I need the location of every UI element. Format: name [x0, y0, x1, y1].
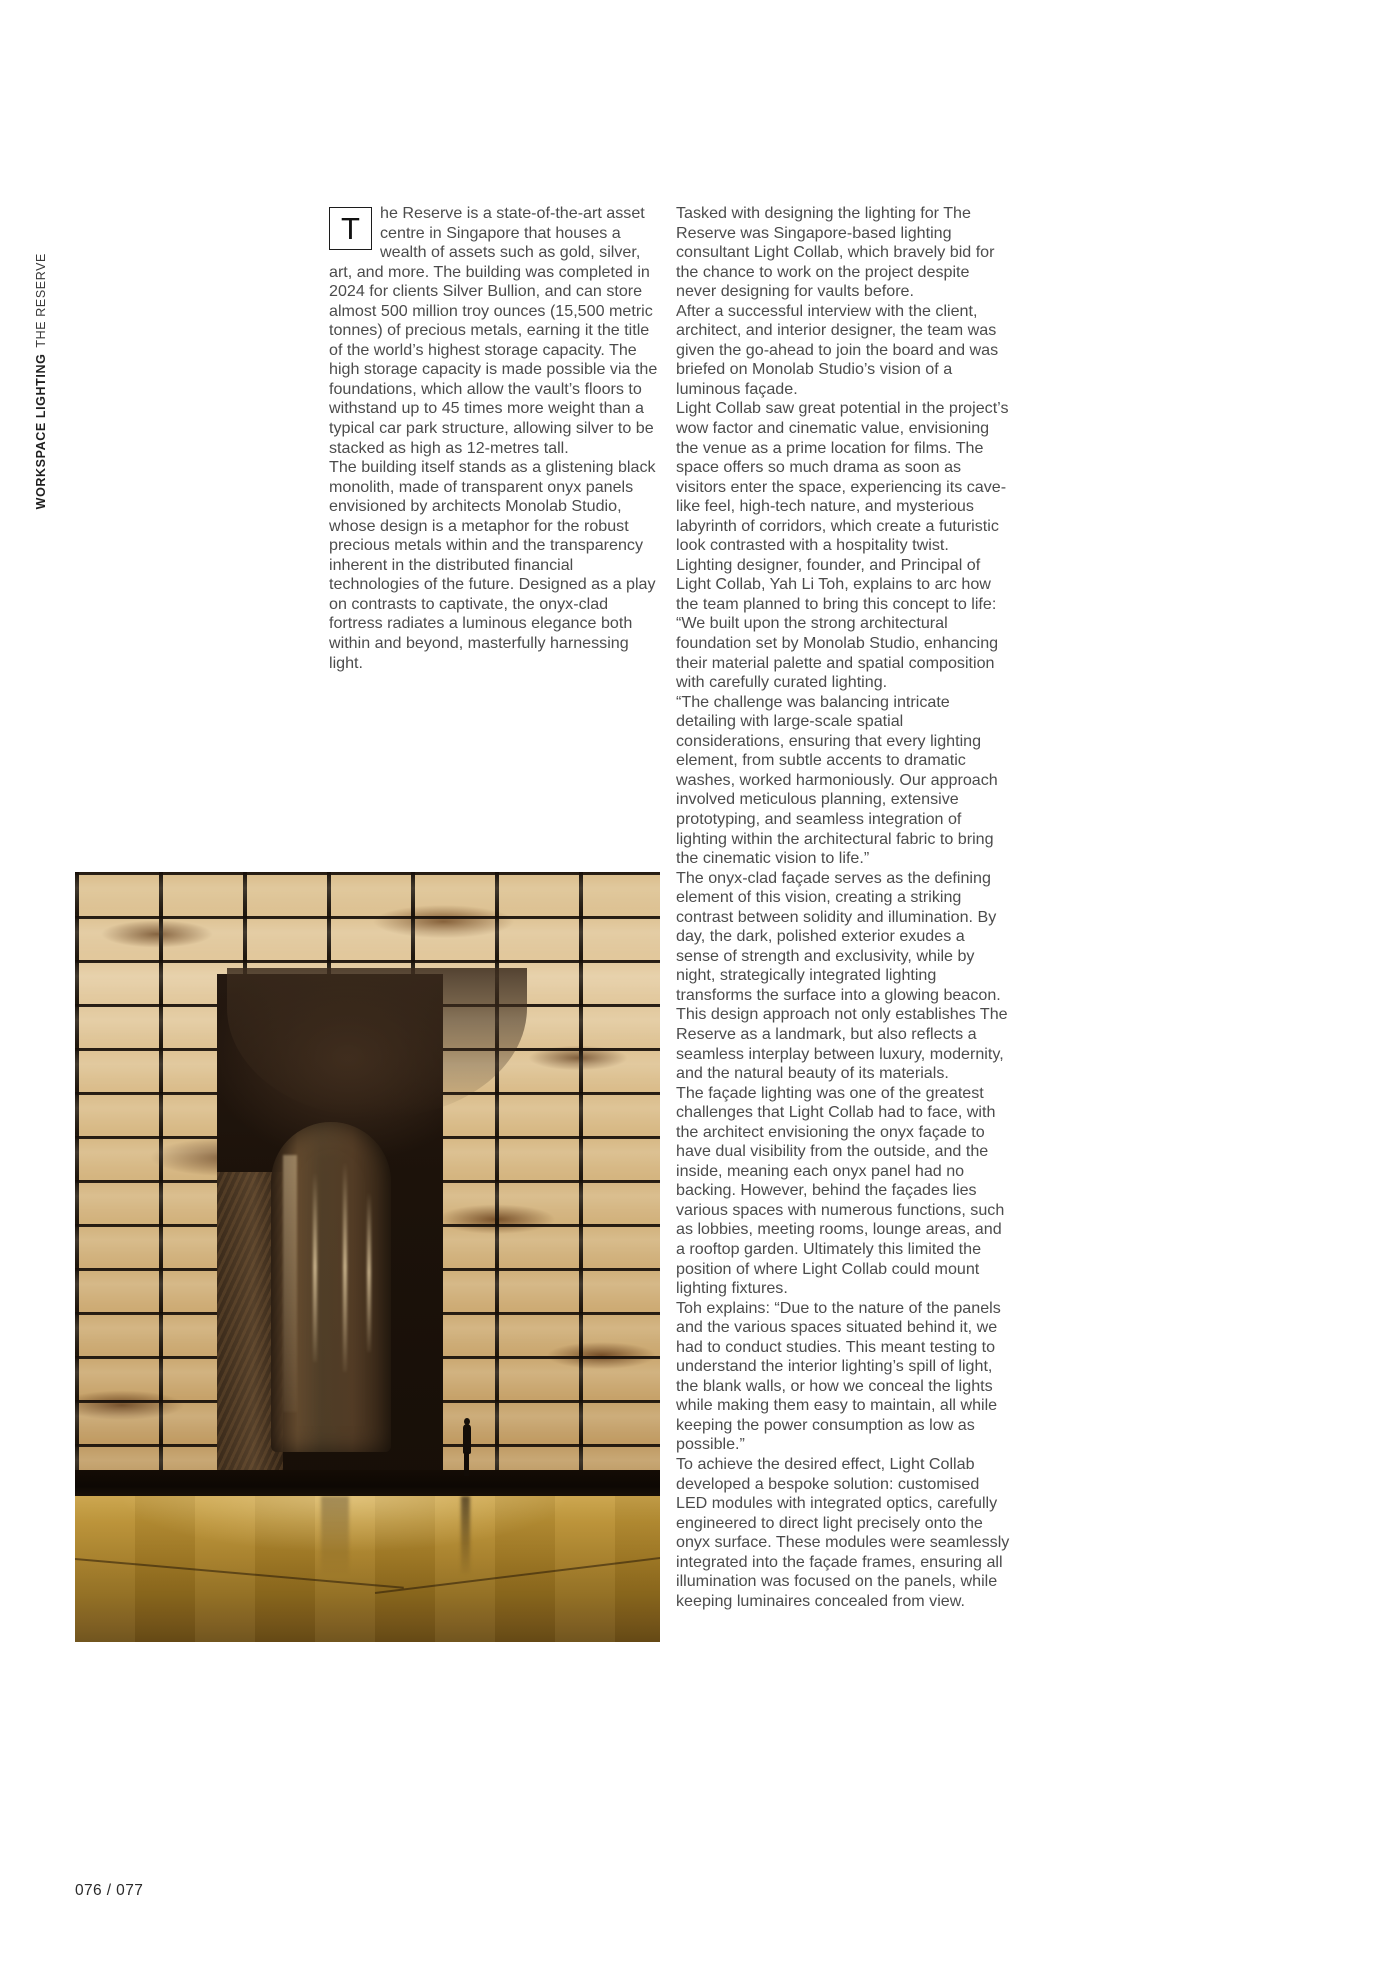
figure-torso [463, 1424, 471, 1454]
facade-photograph [75, 872, 660, 1642]
paragraph-right-9: To achieve the desired effect, Light Collab developed a bespoke solution: customised LED modules with integrated optics, carefully engineered to direct light precisely onto the onyx surface. These modules were seamlessly integrated into the façade frames, ensuring all illumination was focused on the panels, while keeping luminaires concealed from view. [676, 1455, 1010, 1610]
running-head [30, 253, 52, 573]
paragraph-right-7: The façade lighting was one of the greatest challenges that Light Collab had to face, with the architect envisioning the onyx façade to have dual visibility from the outside, and the inside, meaning each onyx panel had no backing. However, behind the façades lies various spaces with numerous functions, such as lobbies, meeting rooms, lounge areas, and a rooftop garden. Ultimately this limited the position of where Light Collab could mount lighting fixtures. [676, 1083, 1005, 1298]
paragraph-left-1-text: he Reserve is a state-of-the-art asset centre in Singapore that houses a wealth of assets such as gold, silver, art, and more. The building was completed in 2024 for clients Silver Bullion, and can store almost 500 million troy ounces (15,500 metric tonnes) of precious metals, earning it the title of the world’s highest storage capacity. The high storage capacity is made possible via the foundations, which allow the vault’s floors to withstand up to 45 times more weight than a typical car park structure, allowing silver to be stacked as high as 12-metres tall. [329, 204, 658, 457]
interior-light-streak [343, 1162, 347, 1372]
paragraph-right-4: Lighting designer, founder, and Principal of Light Collab, Yah Li Toh, explains to arc how the team planned to bring this concept to life: “We built upon the strong architectural foundation set by Monolab Studio, enhancing their material palette and spatial composition with carefully curated lighting. [676, 555, 999, 692]
reflective-floor [75, 1496, 660, 1642]
photograph-content [75, 872, 660, 1642]
body-column-left [329, 204, 663, 673]
paragraph-right-1: Tasked with designing the lighting for The Reserve was Singapore-based lighting consultant Light Collab, which bravely bid for the chance to work on the project despite never designing for vaults before. [676, 204, 995, 301]
paragraph-left-1 [329, 204, 663, 458]
cylinder-reflection [321, 1496, 349, 1574]
figure-reflection [461, 1496, 470, 1574]
paragraph-left-2: The building itself stands as a glistening black monolith, made of transparent onyx panels envisioned by architects Monolab Studio, whose design is a metaphor for the robust precious metals within and the transparency inherent in the distributed financial technologies of the future. Designed as a play on contrasts to captivate, the onyx-clad fortress radiates a luminous elegance both within and beyond, masterfully harnessing light. [329, 458, 656, 672]
drop-cap: T [329, 207, 372, 250]
paragraph-right-8: Toh explains: “Due to the nature of the panels and the various spaces situated behind it, we had to conduct studies. This meant testing to understand the interior lighting’s spill of light, the blank walls, or how we conceal the lights while making them easy to maintain, all while keeping the power consumption as low as possible.” [676, 1298, 1001, 1454]
glass-cylinder-core [271, 1122, 391, 1452]
running-head-title: THE RESERVE [34, 253, 48, 348]
interior-light-streak [313, 1172, 317, 1362]
paragraph-right-3: Light Collab saw great potential in the project’s wow factor and cinematic value, envisioning the venue as a prime location for films. The space offers so much drama as soon as visitors enter the space, experiencing its cave-like feel, high-tech nature, and mysterious labyrinth of corridors, which create a futuristic look contrasted with a hospitality twist. [676, 399, 1009, 555]
paragraph-right-2: After a successful interview with the client, architect, and interior designer, the team was given the go-ahead to join the board and was briefed on Monolab Studio’s vision of a luminous façade. [676, 301, 999, 398]
body-column-right [676, 204, 1010, 1611]
page-folio: 076 / 077 [75, 1882, 144, 1899]
paragraph-right-6: The onyx-clad façade serves as the defining element of this vision, creating a striking contrast between solidity and illumination. By day, the dark, polished exterior exudes a sense of strength and exclusivity, while by night, strategically integrated lighting transforms the surface into a glowing beacon. This design approach not only establishes The Reserve as a landmark, but also reflects a seamless interplay between luxury, modernity, and the natural beauty of its materials. [676, 868, 1008, 1083]
paragraph-right-5: “The challenge was balancing intricate detailing with large-scale spatial considerations, ensuring that every lighting element, from subtle accents to dramatic washes, worked harmoniously. Our approach involved meticulous planning, extensive prototyping, and seamless integration of lighting within the architectural fabric to bring the cinematic vision to life.” [676, 692, 998, 868]
person-silhouette [460, 1418, 473, 1476]
interior-light-streak [367, 1192, 371, 1352]
figure-legs [464, 1452, 469, 1476]
running-head-section: WORKSPACE LIGHTING [34, 353, 48, 510]
